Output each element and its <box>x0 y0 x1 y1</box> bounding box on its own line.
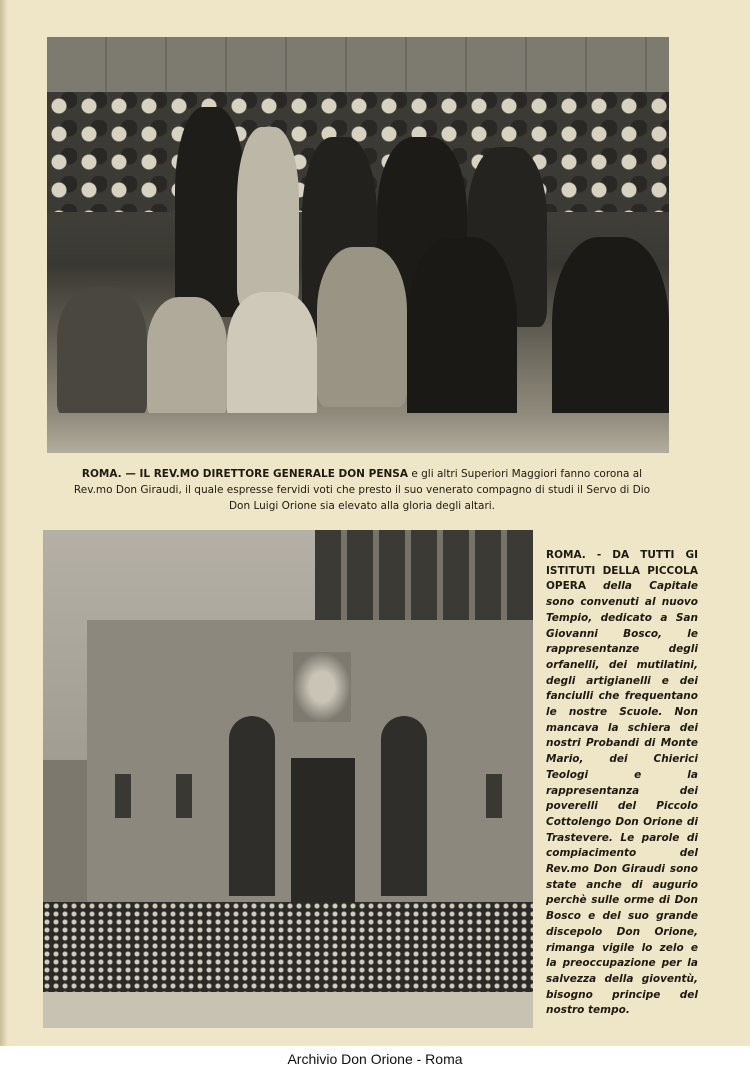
caption-side-lead: ROMA. - DA TUTTI GI ISTITUTI DELLA PICCOLA OPERA <box>546 549 698 593</box>
photo-caption-top <box>62 466 662 514</box>
photo-figure <box>147 297 227 417</box>
archive-footer: Archivio Don Orione - Roma <box>0 1046 750 1072</box>
caption-side-text: della Capitale sono convenuti al nuovo Tempio, dedicato a San Giovanni Bosco, le rappresentanze degli orfanelli, dei mutilatini, degli artigianelli e dei fanciulli che frequentano le nostre Scuole. Non mancava la schiera dei nostri Probandi di Monte Mario, dei Chierici Teologi e la rappresentanza dei poverelli del Piccolo Cottolengo Don Orione di Trastevere. Le parole di compiacimento del Rev.mo Don Giraudi sono state anche di augurio perchè sulle orme di Don Bosco e del suo grande discepolo Don Orione, rimanga vigile lo zelo e la preoccupazione per la salvezza della gioventù, bisogno principe del nostro tempo. <box>546 580 699 1017</box>
photo-figure <box>175 107 245 317</box>
side-building <box>43 760 87 910</box>
facade-relief <box>293 652 351 722</box>
caption-top-text: e gli altri Superiori Maggiori fanno corona al Rev.mo Don Giraudi, il quale espresse fervidi voti che presto il suo venerato compagno di studi il Servo di Dio Don Luigi Orione sia elevato alla gloria degli altari. <box>73 468 651 512</box>
photo-figure <box>237 127 299 307</box>
photo-caption-side <box>546 548 698 1019</box>
group-photo <box>47 37 669 453</box>
statue-niche <box>115 774 131 818</box>
facade-arch <box>229 716 275 896</box>
church-door <box>291 758 355 918</box>
caption-top-lead: ROMA. — IL REV.MO DIRETTORE GENERALE DON PENSA <box>81 468 408 480</box>
bell-tower <box>315 530 533 622</box>
facade-arch <box>381 716 427 896</box>
photo-figure <box>227 292 317 422</box>
plaza-ground <box>43 992 533 1028</box>
page-binding-shadow <box>0 0 8 1072</box>
church-photo <box>43 530 533 1028</box>
statue-niche <box>176 774 192 818</box>
photo-figure <box>317 247 407 407</box>
plaza-crowd <box>43 902 533 994</box>
statue-niche <box>486 774 502 818</box>
photo-ground <box>47 413 669 453</box>
photo-figure <box>57 287 147 417</box>
